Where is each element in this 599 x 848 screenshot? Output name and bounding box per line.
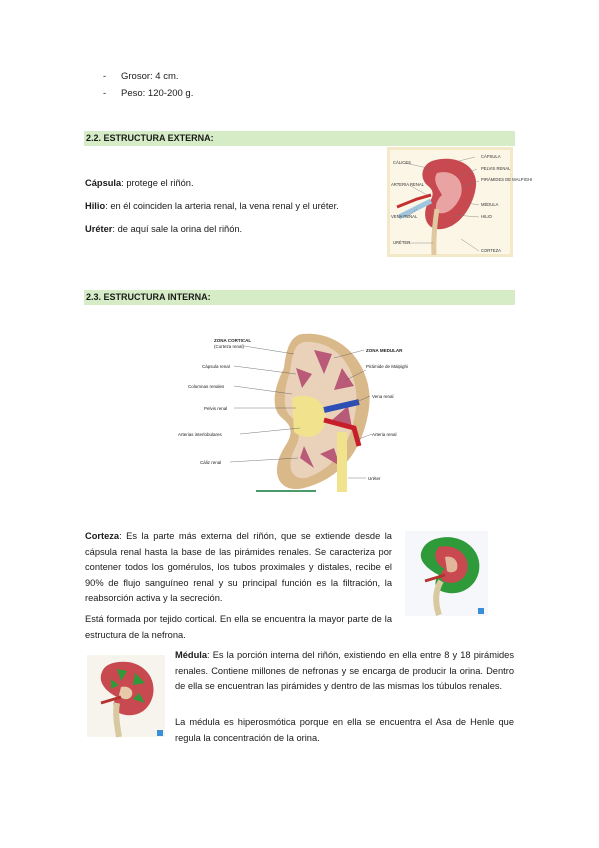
- bullet-dash: -: [103, 71, 107, 82]
- separator: :: [121, 178, 127, 188]
- section-heading-internal: 2.3. ESTRUCTURA INTERNA:: [84, 290, 515, 305]
- separator: :: [105, 201, 111, 211]
- ureter-shape: [116, 703, 119, 737]
- label-corteza: CORTEZA: [481, 248, 501, 253]
- label-arteria-renal: Arteria renal: [372, 432, 397, 437]
- bullet-text: Peso: 120-200 g.: [121, 88, 194, 99]
- desc-capsula: protege el riñón.: [126, 178, 194, 188]
- desc-hilio: en él coinciden la arteria renal, la vena renal y el uréter.: [110, 201, 339, 211]
- label-zona-medular: ZONA MEDULAR: [366, 348, 403, 353]
- kidney-cortex-highlight-image: [405, 531, 488, 616]
- desc-medula: Es la porción interna del riñón, existiendo en ella entre 8 y 18 pirámides renales. Contiene millones de nefronas y se encarga de producir la orina. Dentro de ella se encuentran las pirámides y dentro de las mismas los túbulos renales.: [175, 650, 514, 691]
- label-capsula: CÁPSULA: [481, 154, 501, 159]
- bullet-text: Grosor: 4 cm.: [121, 71, 179, 82]
- desc-ureter: de aquí sale la orina del riñón.: [117, 224, 243, 234]
- paragraph-medula-2: La médula es hiperosmótica porque en ella se encuentra el Asa de Henle que regula la concentración de la orina.: [175, 717, 514, 743]
- term-ureter: Uréter: [85, 224, 113, 234]
- image-corner-badge: [478, 608, 484, 614]
- label-ureter: URÉTER: [393, 240, 411, 245]
- ureter-shape: [337, 432, 347, 492]
- item-capsula: [85, 176, 385, 192]
- term-corteza: Corteza: [85, 531, 120, 541]
- bullet-dash: -: [103, 88, 107, 99]
- kidney-medulla-highlight-image: [87, 655, 165, 737]
- label-corteza-renal: (Corteza renal): [214, 344, 245, 349]
- label-capsula-renal: Cápsula renal: [202, 364, 230, 369]
- separator: :: [207, 650, 213, 660]
- label-pelvis-renal: Pelvis renal: [204, 406, 228, 411]
- external-kidney-figure: [387, 147, 533, 257]
- label-piramide: Pirámide de Malpighi: [366, 364, 409, 369]
- label-pelvis-renal: PELVIS RENAL: [481, 166, 511, 171]
- label-columnas: Columnas renales: [188, 384, 225, 389]
- paragraph-corteza: [85, 529, 392, 607]
- label-vena-renal: Vena renal: [372, 394, 394, 399]
- label-medula: MÉDULA: [481, 202, 499, 207]
- separator: :: [112, 224, 118, 234]
- bullet-peso: [103, 88, 193, 99]
- bullet-grosor: [103, 71, 179, 82]
- label-arterias-interlobulares: Arterias interlobulares: [178, 432, 222, 437]
- separator: :: [119, 531, 127, 541]
- desc-corteza: Es la parte más externa del riñón, que se extiende desde la cápsula renal hasta la base de las pirámides renales. Se caracteriza por contener todos los gomérulos, los tubos proximales y distales, recibe el 90% de flujo sanguíneo renal y su principal función es la filtración, la reabsorción activa y la secreción.: [85, 531, 392, 603]
- label-calices: CÁLICES: [393, 160, 411, 165]
- label-piramides: PIRÁMIDES DE MALPIGHI: [481, 177, 533, 182]
- term-capsula: Cápsula: [85, 178, 122, 188]
- item-hilio: [85, 199, 385, 215]
- label-vena-renal: VENA RENAL: [391, 214, 418, 219]
- label-hilio: HILIO: [481, 214, 492, 219]
- internal-kidney-figure: [174, 328, 414, 496]
- label-zona-cortical: ZONA CORTICAL: [214, 338, 252, 343]
- label-ureter-internal: Uréter: [368, 476, 381, 481]
- section-heading-external: 2.2. ESTRUCTURA EXTERNA:: [84, 131, 515, 146]
- label-caliz-renal: Cáliz renal: [200, 460, 222, 465]
- term-hilio: Hilio: [85, 201, 106, 211]
- item-ureter: [85, 222, 385, 238]
- label-arteria-renal: ARTERIA RENAL: [391, 182, 424, 187]
- term-medula: Médula: [175, 650, 208, 660]
- paragraph-medula: [175, 648, 514, 695]
- paragraph-corteza-2: Está formada por tejido cortical. En ella se encuentra la mayor parte de la estructura de la nefrona.: [85, 614, 392, 640]
- image-corner-badge: [157, 730, 163, 736]
